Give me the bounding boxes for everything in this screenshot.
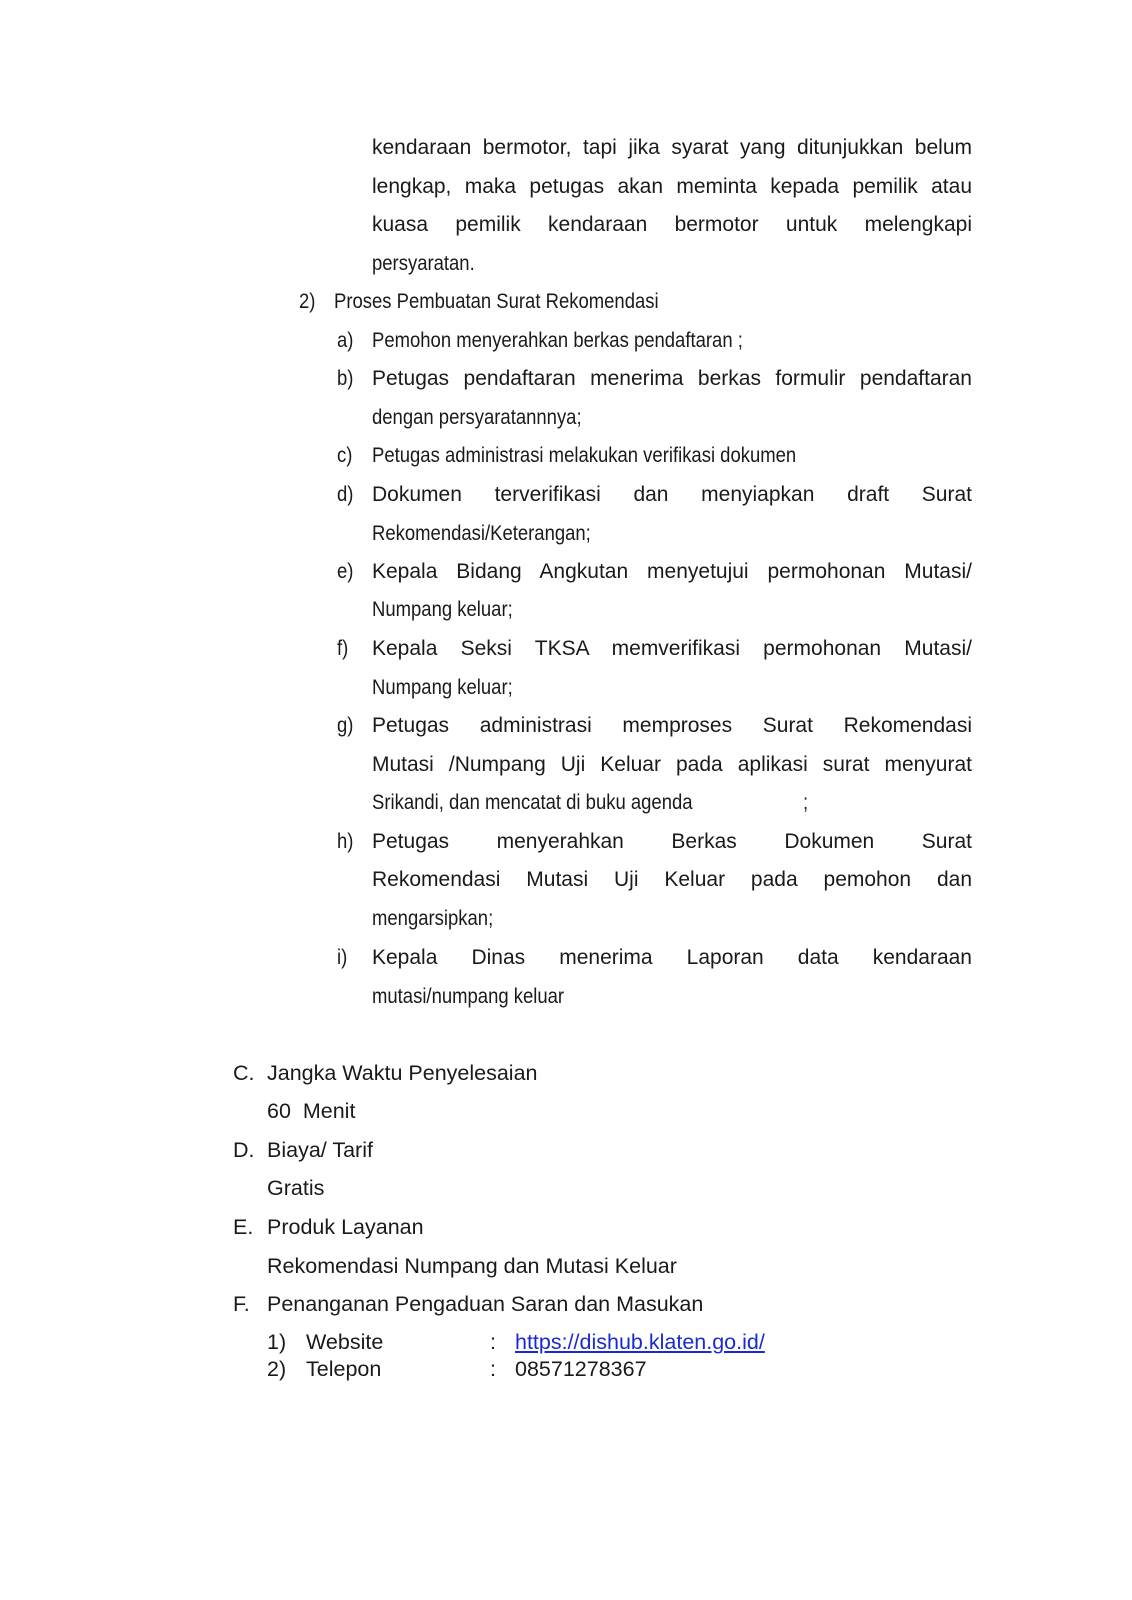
list-item-text: ; [803,791,809,814]
list-marker: g) [337,714,354,737]
contact-label: Website [306,1330,384,1354]
process-title: Proses Pembuatan Surat Rekomendasi [334,290,659,313]
section-title: Jangka Waktu Penyelesaian [267,1061,538,1085]
paragraph-line: kuasa pemilik kendaraan bermotor untuk melengkapi [372,213,972,236]
list-item-text: Petugas pendaftaran menerima berkas formulir pendaftaran [372,367,972,390]
list-item-text: Numpang keluar; [372,676,513,699]
list-item-text: Petugas menyerahkan Berkas Dokumen Surat [372,830,972,853]
paragraph-line: kendaraan bermotor, tapi jika syarat yang ditunjukkan belum [372,136,972,159]
list-item-text: Srikandi, dan mencatat di buku agenda [372,791,693,814]
list-marker: b) [337,367,354,390]
section-title: Produk Layanan [267,1215,424,1239]
list-marker: d) [337,483,354,506]
contact-separator: : [490,1357,496,1381]
list-marker: h) [337,830,354,853]
paragraph-line: lengkap, maka petugas akan meminta kepada pemilik atau [372,175,972,198]
list-item-text: mutasi/numpang keluar [372,985,565,1008]
list-marker: i) [337,946,348,969]
contact-number: 2) [267,1357,287,1381]
section-title: Penanganan Pengaduan Saran dan Masukan [267,1292,704,1316]
section-value: Rekomendasi Numpang dan Mutasi Keluar [267,1254,677,1278]
list-item-text: Petugas administrasi melakukan verifikasi dokumen [372,444,797,467]
list-marker: c) [337,444,353,467]
list-item-text: mengarsipkan; [372,907,494,930]
list-item-text: Dokumen terverifikasi dan menyiapkan draft Surat [372,483,972,506]
list-marker: f) [337,637,349,660]
section-letter: E. [233,1215,254,1239]
section-value: Gratis [267,1176,325,1200]
website-link[interactable]: https://dishub.klaten.go.id/ [515,1330,765,1354]
list-item-text: dengan persyaratannnya; [372,406,582,429]
section-title: Biaya/ Tarif [267,1138,373,1162]
phone-number: 08571278367 [515,1357,647,1381]
list-item-text: Mutasi /Numpang Uji Keluar pada aplikasi surat menyurat [372,753,972,776]
list-item-text: Kepala Bidang Angkutan menyetujui permohonan Mutasi/ [372,560,972,583]
list-marker: a) [337,329,354,352]
list-marker: e) [337,560,354,583]
paragraph-line: persyaratan. [372,252,475,275]
process-number: 2) [299,290,316,313]
list-item-text: Rekomendasi/Keterangan; [372,522,591,545]
list-item-text: Petugas administrasi memproses Surat Rekomendasi [372,714,972,737]
contact-separator: : [490,1330,496,1354]
contact-label: Telepon [306,1357,382,1381]
section-letter: F. [233,1292,250,1316]
list-item-text: Kepala Dinas menerima Laporan data kendaraan [372,946,972,969]
contact-number: 1) [267,1330,287,1354]
section-letter: C. [233,1061,255,1085]
list-item-text: Numpang keluar; [372,598,513,621]
list-item-text: Pemohon menyerahkan berkas pendaftaran ; [372,329,743,352]
section-value: 60 Menit [267,1099,356,1123]
section-letter: D. [233,1138,255,1162]
list-item-text: Rekomendasi Mutasi Uji Keluar pada pemohon dan [372,868,972,891]
list-item-text: Kepala Seksi TKSA memverifikasi permohonan Mutasi/ [372,637,972,660]
